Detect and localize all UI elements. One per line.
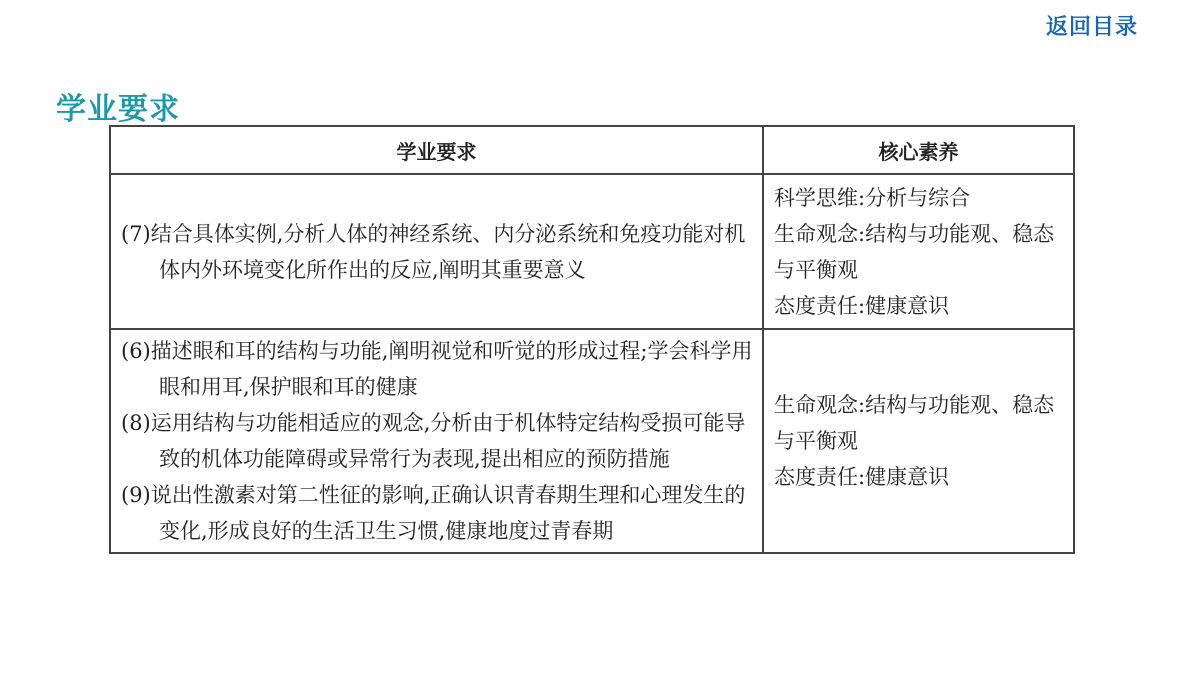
header-academic-requirements: 学业要求	[110, 126, 763, 174]
requirement-item: (8)运用结构与功能相适应的观念,分析由于机体特定结构受损可能导致的机体功能障碍或异常行为表现,提出相应的预防措施	[121, 411, 746, 471]
requirement-item: (6)描述眼和耳的结构与功能,阐明视觉和听觉的形成过程;学会科学用眼和用耳,保护眼和耳的健康	[121, 339, 753, 399]
table-header-row	[110, 126, 1074, 174]
literacy-item: 科学思维:分析与综合	[774, 185, 971, 210]
literacy-item: 态度责任:健康意识	[774, 293, 950, 318]
literacy-item: 生命观念:结构与功能观、稳态与平衡观	[774, 221, 1055, 282]
back-to-contents-link[interactable]: 返回目录	[1045, 15, 1138, 40]
literacy-item: 生命观念:结构与功能观、稳态与平衡观	[774, 393, 1055, 453]
header-core-literacy: 核心素养	[763, 126, 1074, 174]
requirements-cell	[110, 329, 763, 553]
table-row	[110, 329, 1074, 553]
section-title: 学业要求	[56, 92, 180, 127]
requirement-item: (9)说出性激素对第二性征的影响,正确认识青春期生理和心理发生的变化,形成良好的生活卫生习惯,健康地度过青春期	[121, 483, 746, 543]
requirements-table	[109, 125, 1075, 554]
requirement-item: (7)结合具体实例,分析人体的神经系统、内分泌系统和免疫功能对机体内外环境变化所作出的反应,阐明其重要意义	[121, 221, 746, 282]
requirements-cell	[110, 174, 763, 329]
table-row	[110, 174, 1074, 329]
literacy-cell	[763, 174, 1074, 329]
literacy-item: 态度责任:健康意识	[774, 465, 950, 489]
literacy-cell	[763, 329, 1074, 553]
